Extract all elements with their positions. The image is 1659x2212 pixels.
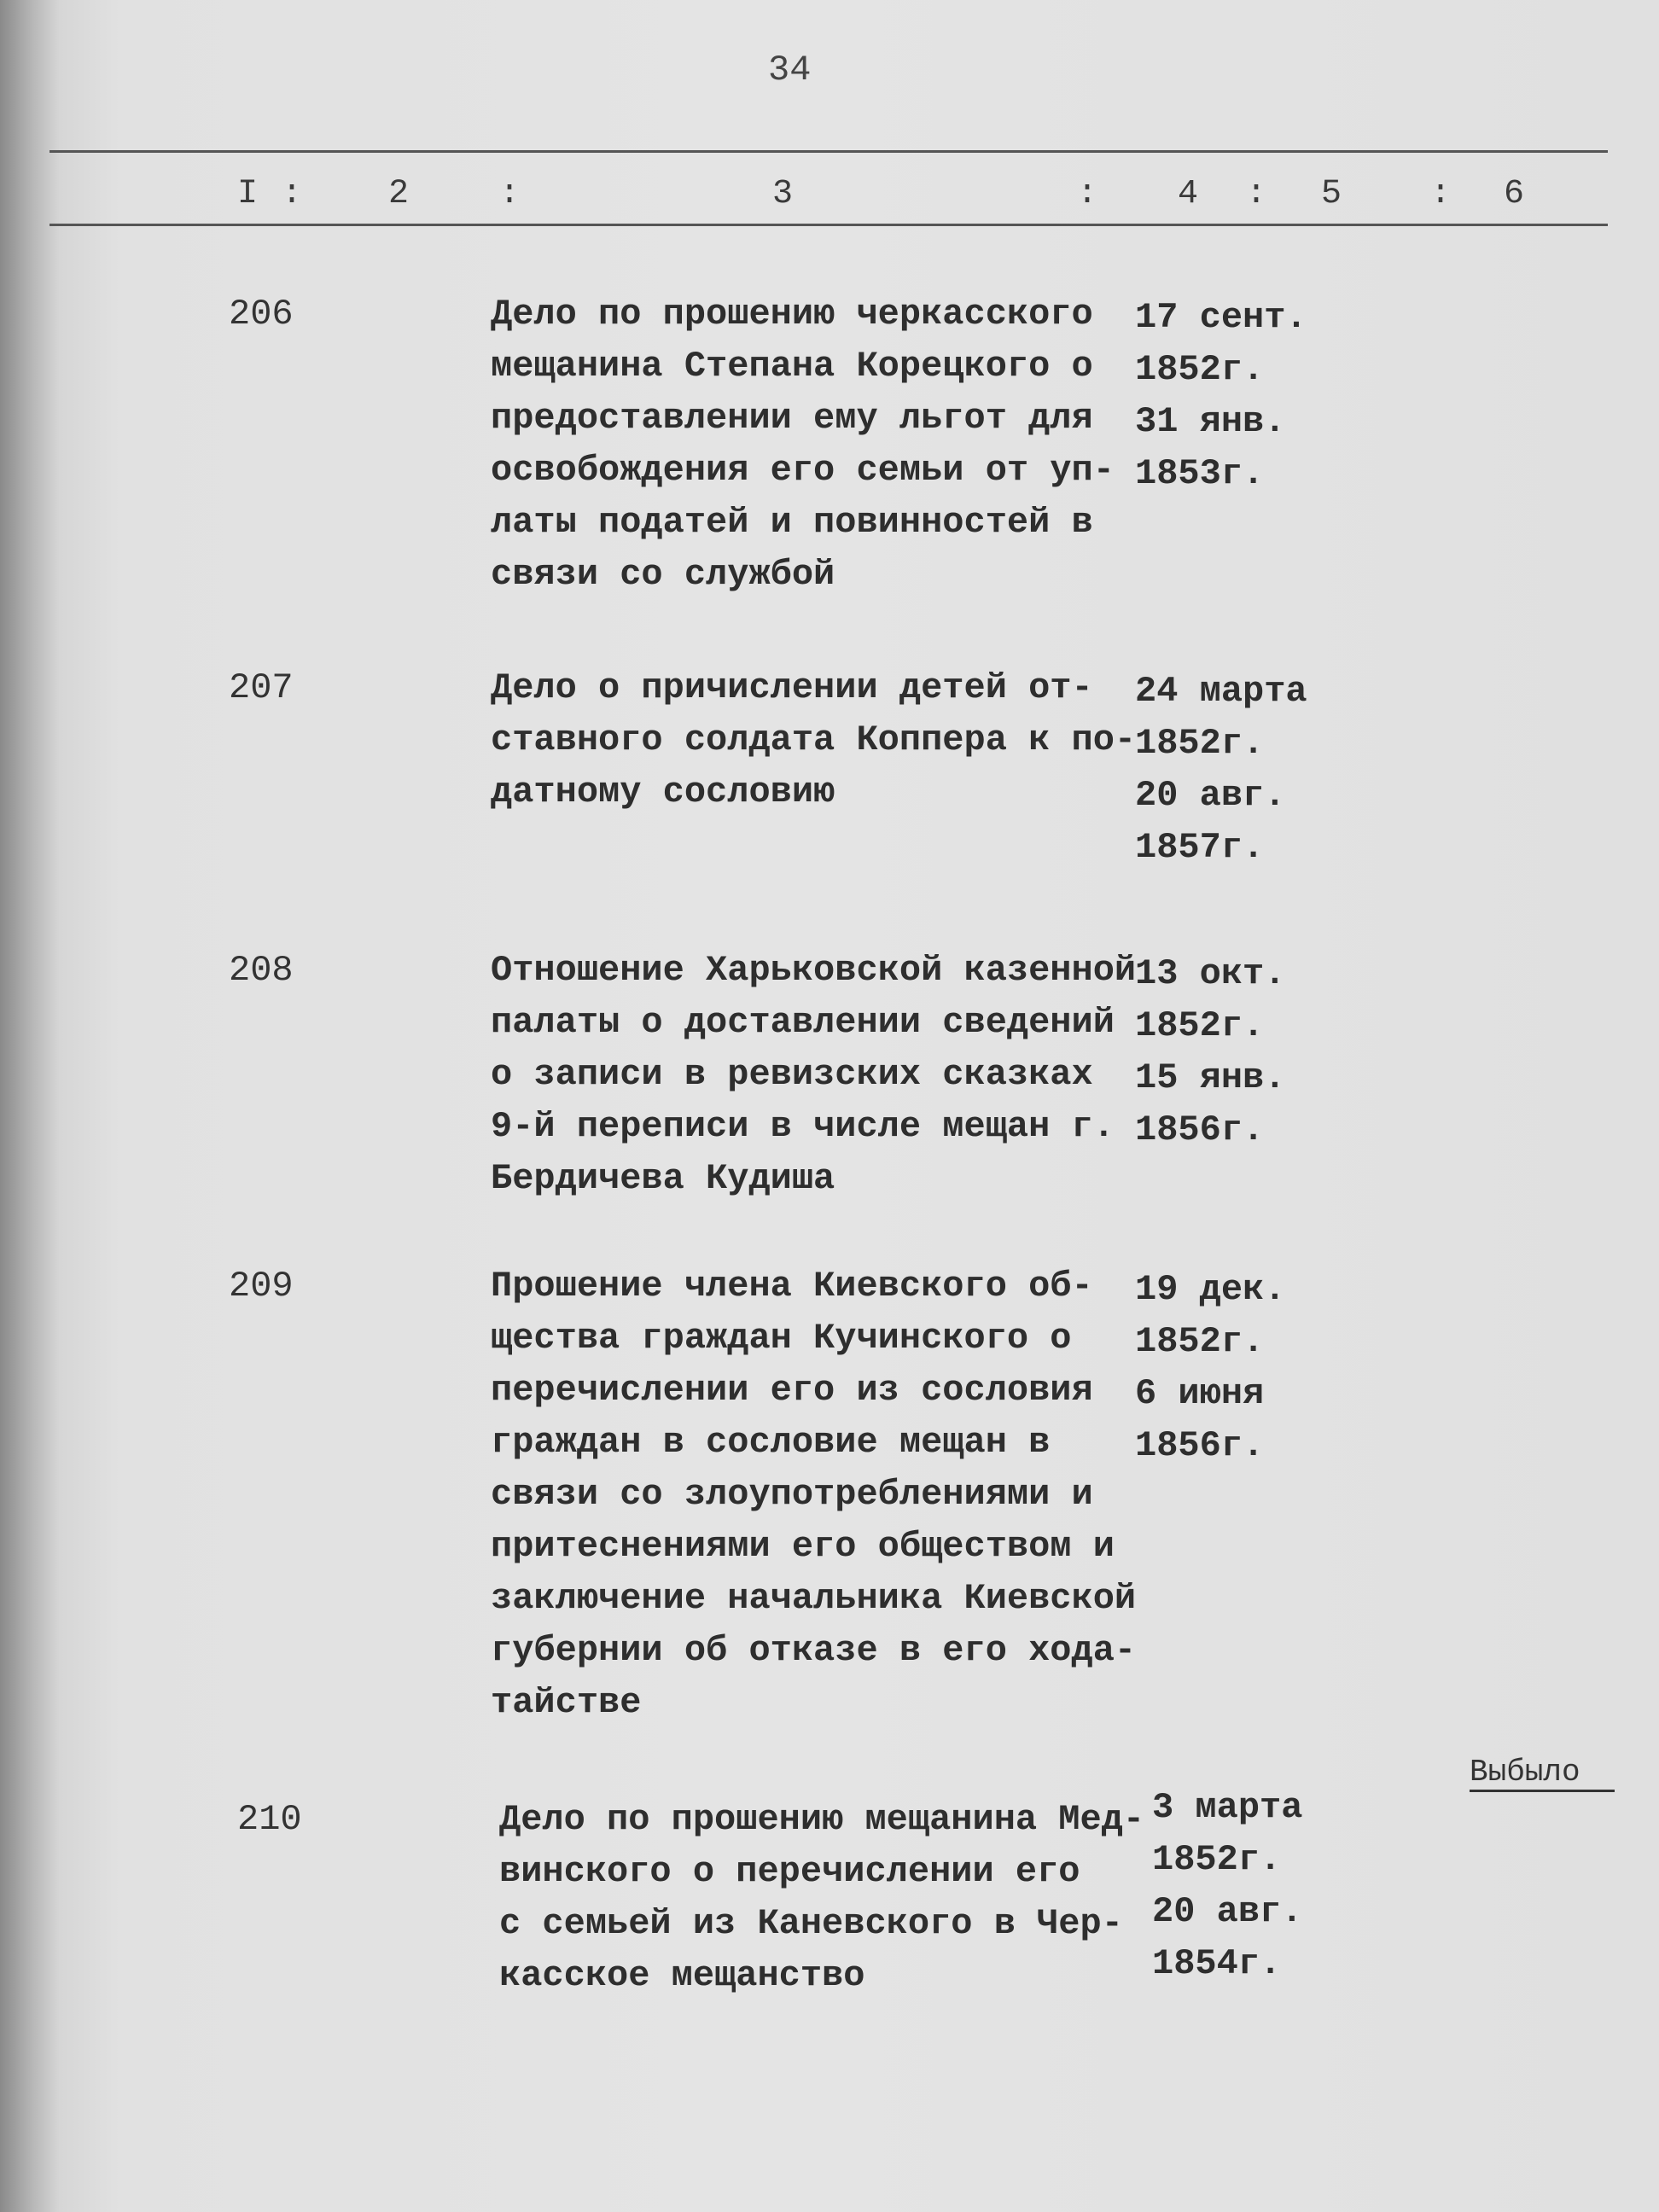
date-line: 13 окт. — [1135, 953, 1286, 994]
description-line: датному сословию — [491, 771, 835, 812]
column-separator: : — [1246, 175, 1267, 213]
description-line: губернии об отказе в его хода- — [491, 1630, 1137, 1671]
column-header: 3 — [772, 175, 794, 213]
description-line: 9-й переписи в числе мещан г. — [491, 1106, 1115, 1147]
case-description — [499, 1794, 1144, 2002]
description-line: перечислении его из сословия — [491, 1370, 1093, 1411]
description-line: касское мещанство — [499, 1955, 865, 1996]
description-line: Дело по прошению мещанина Мед- — [499, 1799, 1145, 1840]
date-line: 15 янв. — [1135, 1057, 1286, 1098]
column-header: 6 — [1504, 175, 1525, 213]
description-line: Прошение члена Киевского об- — [491, 1266, 1093, 1307]
note-withdrawn: Выбыло — [1470, 1755, 1615, 1792]
case-description — [491, 288, 1115, 601]
column-header: 4 — [1178, 175, 1199, 213]
case-dates — [1135, 948, 1285, 1156]
column-separator: : — [282, 175, 303, 213]
case-number: 207 — [229, 667, 294, 708]
date-line: 24 марта — [1135, 671, 1307, 712]
header-top-rule — [49, 150, 1608, 153]
case-dates — [1152, 1782, 1302, 1990]
date-line: 1852г. — [1135, 1005, 1265, 1046]
date-line: 1856г. — [1135, 1109, 1265, 1150]
date-line: 1857г. — [1135, 827, 1265, 868]
column-header: I — [237, 175, 259, 213]
column-separator: : — [1430, 175, 1452, 213]
date-line: 6 июня — [1135, 1373, 1265, 1414]
description-line: латы податей и повинностей в — [491, 502, 1093, 543]
date-line: 1854г. — [1152, 1943, 1282, 1984]
date-line: 17 сент. — [1135, 297, 1307, 338]
description-line: Бердичева Кудиша — [491, 1158, 835, 1199]
case-number: 208 — [229, 950, 294, 991]
description-line: освобождения его семьи от уп- — [491, 450, 1115, 491]
description-line: Отношение Харьковской казенной — [491, 950, 1137, 991]
case-dates — [1135, 292, 1307, 500]
column-header: 5 — [1321, 175, 1342, 213]
description-line: Дело по прошению черкасского — [491, 294, 1093, 335]
description-line: Дело о причислении детей от- — [491, 667, 1093, 708]
description-line: палаты о доставлении сведений — [491, 1002, 1115, 1043]
date-line: 31 янв. — [1135, 401, 1286, 442]
description-line: мещанина Степана Корецкого о — [491, 346, 1093, 387]
date-line: 1852г. — [1135, 1321, 1265, 1362]
description-line: щества граждан Кучинского о — [491, 1318, 1072, 1359]
description-line: связи со службой — [491, 554, 835, 595]
description-line: ставного солдата Коппера к по- — [491, 719, 1137, 760]
description-line: винского о перечислении его — [499, 1851, 1080, 1892]
description-line: граждан в сословие мещан в — [491, 1422, 1051, 1463]
case-number: 210 — [237, 1799, 302, 1840]
case-description — [491, 1260, 1136, 1729]
description-line: тайстве — [491, 1682, 642, 1723]
date-line: 1852г. — [1152, 1839, 1282, 1880]
description-line: связи со злоупотреблениями и — [491, 1474, 1093, 1515]
date-line: 1853г. — [1135, 453, 1265, 494]
date-line: 1852г. — [1135, 723, 1265, 764]
column-separator: : — [1077, 175, 1098, 213]
case-description — [491, 945, 1136, 1205]
column-separator: : — [499, 175, 521, 213]
date-line: 1852г. — [1135, 349, 1265, 390]
date-line: 20 авг. — [1152, 1891, 1303, 1932]
case-number: 206 — [229, 294, 294, 335]
header-bottom-rule — [49, 224, 1608, 226]
date-line: 19 дек. — [1135, 1269, 1286, 1310]
page-number: 34 — [768, 49, 812, 90]
description-line: с семьей из Каневского в Чер- — [499, 1903, 1123, 1944]
description-line: притеснениями его обществом и — [491, 1526, 1115, 1567]
date-line: 3 марта — [1152, 1787, 1303, 1828]
date-line: 20 авг. — [1135, 775, 1286, 816]
column-header: 2 — [388, 175, 410, 213]
case-number: 209 — [229, 1266, 294, 1307]
case-description — [491, 662, 1136, 818]
description-line: заключение начальника Киевской — [491, 1578, 1137, 1619]
date-line: 1856г. — [1135, 1425, 1265, 1466]
description-line: предоставлении ему льгот для — [491, 398, 1093, 439]
case-dates — [1135, 1264, 1285, 1472]
case-dates — [1135, 666, 1307, 874]
description-line: о записи в ревизских сказках — [491, 1054, 1093, 1095]
